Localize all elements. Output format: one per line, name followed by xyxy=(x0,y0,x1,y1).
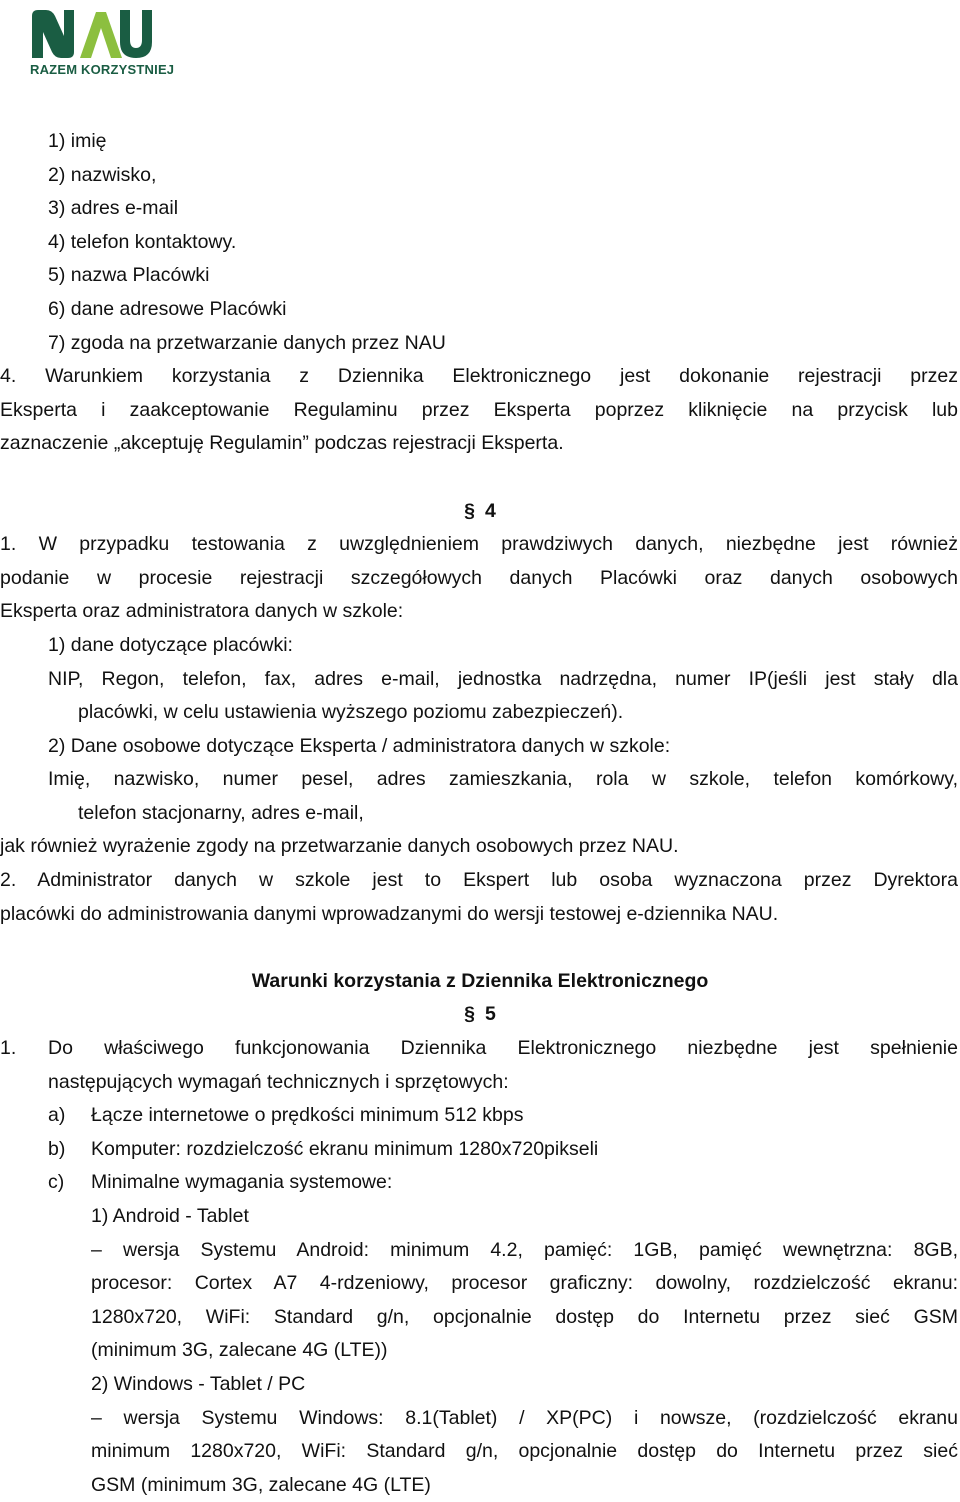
list-item: 4) telefon kontaktowy. xyxy=(48,230,237,253)
section-4-paragraph-1 xyxy=(0,528,960,629)
section-4-item-2: 2) Dane osobowe dotyczące Eksperta / administratora danych w szkole: xyxy=(48,734,671,757)
requirement-b xyxy=(0,1133,960,1167)
list-item: 2) nazwisko, xyxy=(48,163,157,186)
paragraph-line: 2. Administrator danych w szkole jest to Ekspert lub osoba wyznaczona przez Dyrektora xyxy=(0,869,958,892)
list-label: a) xyxy=(48,1104,66,1127)
section-4-item-1-text: placówki, w celu ustawienia wyższego poziomu zabezpieczeń). xyxy=(78,701,624,724)
paragraph-line: następujących wymagań technicznych i sprzętowych: xyxy=(48,1070,509,1093)
section-number: 4 xyxy=(485,499,496,522)
nau-logo xyxy=(28,6,175,80)
section-5-paragraph-1 xyxy=(0,1032,960,1099)
android-line: (minimum 3G, zalecane 4G (LTE)) xyxy=(91,1339,388,1362)
list-label: b) xyxy=(48,1137,66,1160)
android-line: – wersja Systemu Android: minimum 4.2, pamięć: 1GB, pamięć wewnętrzna: 8GB, xyxy=(91,1238,958,1261)
section-4-item-1-text: NIP, Regon, telefon, fax, adres e-mail, jednostka nadrzędna, numer IP(jeśli jest stały dla xyxy=(48,667,958,690)
section-4-tail: jak również wyrażenie zgody na przetwarzanie danych osobowych przez NAU. xyxy=(0,835,679,858)
android-line: 1280x720, WiFi: Standard g/n, opcjonalnie dostęp do Internetu przez sieć GSM xyxy=(91,1305,958,1328)
android-line: procesor: Cortex A7 4-rdzeniowy, procesor graficzny: dowolny, rozdzielczość ekranu: xyxy=(91,1272,958,1295)
section-4-item-1: 1) dane dotyczące placówki: xyxy=(48,633,293,656)
section-4-item-2-text: telefon stacjonarny, adres e-mail, xyxy=(78,801,364,824)
list-item: 7) zgoda na przetwarzanie danych przez NAU xyxy=(48,331,446,354)
windows-line: minimum 1280x720, WiFi: Standard g/n, opcjonalnie dostęp do Internetu przez sieć xyxy=(91,1440,958,1463)
windows-line: GSM (minimum 3G, zalecane 4G (LTE) xyxy=(91,1473,431,1496)
section-5-title xyxy=(0,998,960,1032)
requirement-a xyxy=(0,1099,960,1133)
list-item: 3) adres e-mail xyxy=(48,197,179,220)
paragraph-line: 4. Warunkiem korzystania z Dziennika Elektronicznego jest dokonanie rejestracji przez xyxy=(0,365,958,388)
list-top xyxy=(0,125,960,360)
list-item: 5) nazwa Placówki xyxy=(48,264,210,287)
section-4-paragraph-2 xyxy=(0,864,960,931)
paragraph-line: 1. W przypadku testowania z uwzględnieniem prawdziwych danych, niezbędne jest również xyxy=(0,533,958,556)
paragraph-line: zaznaczenie „akceptuję Regulamin” podczas rejestracji Eksperta. xyxy=(0,432,564,455)
logo-subtitle: RAZEM KORZYSTNIEJ xyxy=(30,62,175,77)
section-number: 5 xyxy=(485,1003,496,1026)
paragraph-number: 1. xyxy=(0,1037,17,1060)
nau-logo-mark xyxy=(28,6,152,62)
paragraph-4 xyxy=(0,360,960,461)
requirement-text: Komputer: rozdzielczość ekranu minimum 1280x720pikseli xyxy=(91,1137,599,1160)
section-sign: § xyxy=(464,499,475,522)
section-heading: Warunki korzystania z Dziennika Elektronicznego xyxy=(251,969,709,992)
windows-line: – wersja Systemu Windows: 8.1(Tablet) / XP(PC) i nowsze, (rozdzielczość ekranu xyxy=(91,1406,958,1429)
document-body xyxy=(0,125,960,1502)
paragraph-line: Eksperta oraz administratora danych w szkole: xyxy=(0,600,404,623)
requirement-c xyxy=(0,1166,960,1200)
android-title: 1) Android - Tablet xyxy=(91,1205,249,1227)
windows-title: 2) Windows - Tablet / PC xyxy=(91,1372,306,1395)
paragraph-line: placówki do administrowania danymi wprowadzanymi do wersji testowej e-dziennika NAU. xyxy=(0,902,779,925)
paragraph-line xyxy=(0,1032,958,1066)
requirement-text: Minimalne wymagania systemowe: xyxy=(91,1171,393,1194)
list-item: 1) imię xyxy=(48,130,107,152)
paragraph-text: Do właściwego funkcjonowania Dziennika Elektronicznego niezbędne jest spełnienie xyxy=(48,1037,958,1060)
paragraph-line: podanie w procesie rejestracji szczegółowych danych Placówki oraz danych osobowych xyxy=(0,566,958,589)
list-item: 6) dane adresowe Placówki xyxy=(48,297,287,320)
list-label: c) xyxy=(48,1171,65,1194)
section-4-item-2-text: Imię, nazwisko, numer pesel, adres zamieszkania, rola w szkole, telefon komórkowy, xyxy=(48,768,958,791)
paragraph-line: Eksperta i zaakceptowanie Regulaminu przez Eksperta poprzez kliknięcie na przycisk lub xyxy=(0,398,958,421)
section-4-title xyxy=(0,495,960,529)
requirement-text: Łącze internetowe o prędkości minimum 512 kbps xyxy=(91,1104,524,1127)
section-sign: § xyxy=(464,1003,475,1026)
